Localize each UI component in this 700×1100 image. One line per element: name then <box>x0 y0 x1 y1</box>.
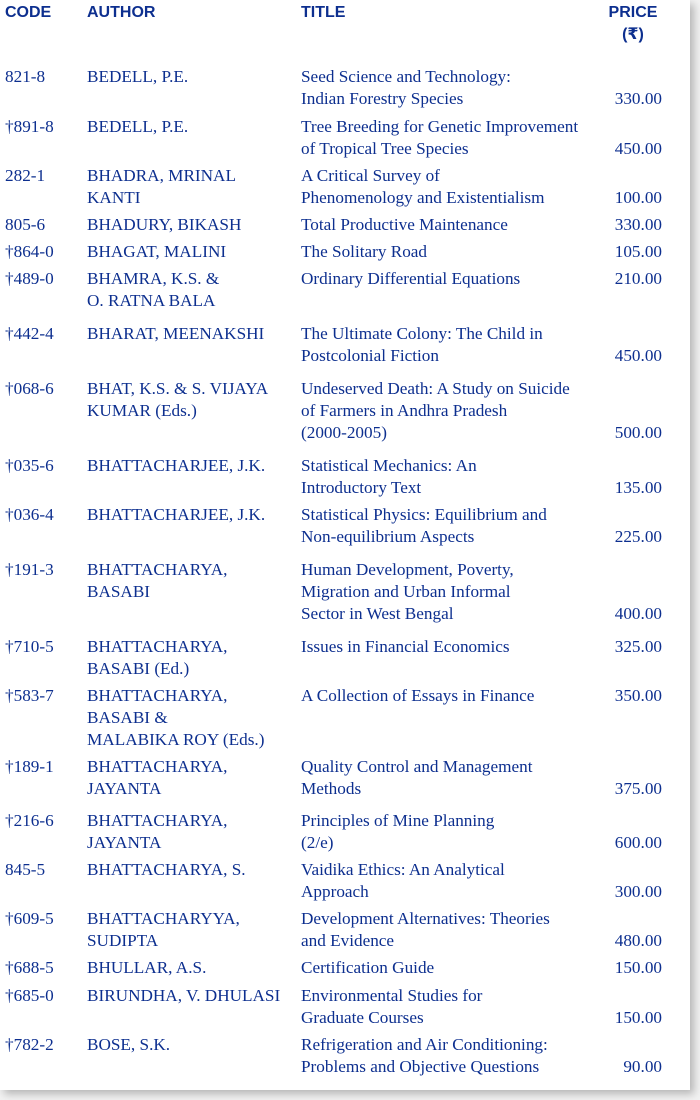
book-code: †035-6 <box>5 456 54 475</box>
book-price: 450.00 <box>614 139 662 158</box>
author-line: BEDELL, P.E. <box>87 67 189 86</box>
title-line: Total Productive Maintenance <box>301 215 508 234</box>
book-title <box>301 685 601 707</box>
author-line: BHADURY, BIKASH <box>87 215 242 234</box>
author-line: KUMAR (Eds.) <box>87 401 197 420</box>
book-code: †036-4 <box>5 505 54 524</box>
title-line: A Critical Survey of <box>301 166 440 185</box>
book-author <box>87 685 299 751</box>
title-line: Vaidika Ethics: An Analytical <box>301 860 505 879</box>
author-line: BHARAT, MEENAKSHI <box>87 324 265 343</box>
book-title <box>301 323 601 367</box>
book-title <box>301 116 601 160</box>
book-title <box>301 908 601 952</box>
author-line: BHATTACHARYA, <box>87 560 228 579</box>
book-title <box>301 985 601 1029</box>
title-line: The Solitary Road <box>301 242 428 261</box>
book-price: 500.00 <box>614 423 662 442</box>
book-author <box>87 636 299 680</box>
book-author <box>87 985 299 1007</box>
book-code: †189-1 <box>5 757 54 776</box>
book-title <box>301 859 601 903</box>
table-header <box>0 2 690 48</box>
title-line: (2000-2005) <box>301 423 387 442</box>
author-line: SUDIPTA <box>87 931 159 950</box>
book-code: 282-1 <box>5 166 46 185</box>
title-line: Issues in Financial Economics <box>301 637 510 656</box>
title-line: A Collection of Essays in Finance <box>301 686 535 705</box>
book-author <box>87 323 299 345</box>
book-code: †068-6 <box>5 379 54 398</box>
author-line: BHATTACHARYA, <box>87 757 228 776</box>
book-code: †685-0 <box>5 986 54 1005</box>
author-line: BHAT, K.S. & S. VIJAYA <box>87 379 269 398</box>
header-price-currency: (₹) <box>622 26 644 43</box>
header-title: TITLE <box>301 4 346 21</box>
book-code: 805-6 <box>5 215 46 234</box>
header-author: AUTHOR <box>87 4 156 21</box>
header-price-label: PRICE <box>608 4 658 21</box>
title-line: Graduate Courses <box>301 1008 424 1027</box>
book-price: 105.00 <box>614 242 662 261</box>
title-line: Statistical Mechanics: An <box>301 456 477 475</box>
book-code: †583-7 <box>5 686 54 705</box>
book-author <box>87 859 299 881</box>
book-price: 400.00 <box>614 604 662 623</box>
book-price: 90.00 <box>623 1057 662 1076</box>
header-code: CODE <box>5 4 52 21</box>
book-title <box>301 268 601 290</box>
book-price: 135.00 <box>614 478 662 497</box>
book-author <box>87 756 299 800</box>
title-line: Statistical Physics: Equilibrium and <box>301 505 547 524</box>
book-title <box>301 378 601 444</box>
book-code: †688-5 <box>5 958 54 977</box>
author-line: BHATTACHARYA, <box>87 686 228 705</box>
book-code: †442-4 <box>5 324 54 343</box>
author-line: BHADRA, MRINAL <box>87 166 236 185</box>
title-line: Postcolonial Fiction <box>301 346 439 365</box>
book-author <box>87 241 299 263</box>
title-line: Non-equilibrium Aspects <box>301 527 475 546</box>
title-line: Human Development, Poverty, <box>301 560 514 579</box>
author-line: O. RATNA BALA <box>87 291 216 310</box>
title-line: Approach <box>301 882 369 901</box>
book-price: 150.00 <box>614 1008 662 1027</box>
author-line: BASABI & <box>87 708 168 727</box>
title-line: Development Alternatives: Theories <box>301 909 550 928</box>
book-author <box>87 1034 299 1056</box>
title-line: Migration and Urban Informal <box>301 582 511 601</box>
book-code: †710-5 <box>5 637 54 656</box>
author-line: BHATTACHARYA, S. <box>87 860 246 879</box>
title-line: Environmental Studies for <box>301 986 483 1005</box>
author-line: BASABI (Ed.) <box>87 659 190 678</box>
book-price: 225.00 <box>614 527 662 546</box>
title-line: Refrigeration and Air Conditioning: <box>301 1035 548 1054</box>
book-code: †609-5 <box>5 909 54 928</box>
author-line: MALABIKA ROY (Eds.) <box>87 730 265 749</box>
book-author <box>87 378 299 422</box>
author-line: BHAMRA, K.S. & <box>87 269 220 288</box>
book-author <box>87 957 299 979</box>
book-price: 325.00 <box>614 637 662 656</box>
book-price: 450.00 <box>614 346 662 365</box>
book-author <box>87 214 299 236</box>
book-code: †191-3 <box>5 560 54 579</box>
book-code: †782-2 <box>5 1035 54 1054</box>
book-author <box>87 504 299 526</box>
author-line: BASABI <box>87 582 151 601</box>
title-line: (2/e) <box>301 833 334 852</box>
book-price: 300.00 <box>614 882 662 901</box>
author-line: BHULLAR, A.S. <box>87 958 207 977</box>
title-line: Principles of Mine Planning <box>301 811 495 830</box>
book-title <box>301 66 601 110</box>
book-price: 330.00 <box>614 89 662 108</box>
author-line: BEDELL, P.E. <box>87 117 189 136</box>
title-line: Phenomenology and Existentialism <box>301 188 545 207</box>
header-price <box>598 2 668 46</box>
book-title <box>301 455 601 499</box>
book-author <box>87 66 299 88</box>
book-price: 600.00 <box>614 833 662 852</box>
title-line: Certification Guide <box>301 958 435 977</box>
book-price: 375.00 <box>614 779 662 798</box>
book-price: 350.00 <box>614 686 662 705</box>
book-title <box>301 636 601 658</box>
title-line: Quality Control and Management <box>301 757 533 776</box>
book-title <box>301 214 601 236</box>
author-line: BHATTACHARYA, <box>87 637 228 656</box>
book-price: 100.00 <box>614 188 662 207</box>
title-line: of Tropical Tree Species <box>301 139 469 158</box>
book-title <box>301 1034 601 1078</box>
book-price: 150.00 <box>614 958 662 977</box>
book-price: 210.00 <box>614 269 662 288</box>
title-line: Seed Science and Technology: <box>301 67 511 86</box>
book-author <box>87 455 299 477</box>
book-title <box>301 957 601 979</box>
author-line: BIRUNDHA, V. DHULASI <box>87 986 281 1005</box>
author-line: JAYANTA <box>87 833 162 852</box>
book-title <box>301 241 601 263</box>
title-line: Ordinary Differential Equations <box>301 269 521 288</box>
book-author <box>87 268 299 312</box>
title-line: Sector in West Bengal <box>301 604 454 623</box>
book-title <box>301 165 601 209</box>
book-author <box>87 810 299 854</box>
title-line: Methods <box>301 779 362 798</box>
title-line: The Ultimate Colony: The Child in <box>301 324 543 343</box>
book-code: 821-8 <box>5 67 46 86</box>
book-code: 845-5 <box>5 860 46 879</box>
book-code: †864-0 <box>5 242 54 261</box>
author-line: JAYANTA <box>87 779 162 798</box>
author-line: BHAGAT, MALINI <box>87 242 227 261</box>
book-code: †891-8 <box>5 117 54 136</box>
book-author <box>87 559 299 603</box>
title-line: of Farmers in Andhra Pradesh <box>301 401 508 420</box>
author-line: KANTI <box>87 188 141 207</box>
book-author <box>87 165 299 209</box>
title-line: Indian Forestry Species <box>301 89 464 108</box>
book-title <box>301 504 601 548</box>
book-title <box>301 559 601 625</box>
title-line: Introductory Text <box>301 478 422 497</box>
book-price: 330.00 <box>614 215 662 234</box>
book-code: †216-6 <box>5 811 54 830</box>
book-price: 480.00 <box>614 931 662 950</box>
author-line: BHATTACHARYA, <box>87 811 228 830</box>
book-author <box>87 116 299 138</box>
book-title <box>301 756 601 800</box>
author-line: BHATTACHARJEE, J.K. <box>87 456 266 475</box>
title-line: and Evidence <box>301 931 395 950</box>
title-line: Problems and Objective Questions <box>301 1057 540 1076</box>
book-code: †489-0 <box>5 269 54 288</box>
book-title <box>301 810 601 854</box>
title-line: Undeserved Death: A Study on Suicide <box>301 379 570 398</box>
author-line: BOSE, S.K. <box>87 1035 171 1054</box>
book-author <box>87 908 299 952</box>
title-line: Tree Breeding for Genetic Improvement <box>301 117 579 136</box>
author-line: BHATTACHARJEE, J.K. <box>87 505 266 524</box>
author-line: BHATTACHARYYA, <box>87 909 240 928</box>
